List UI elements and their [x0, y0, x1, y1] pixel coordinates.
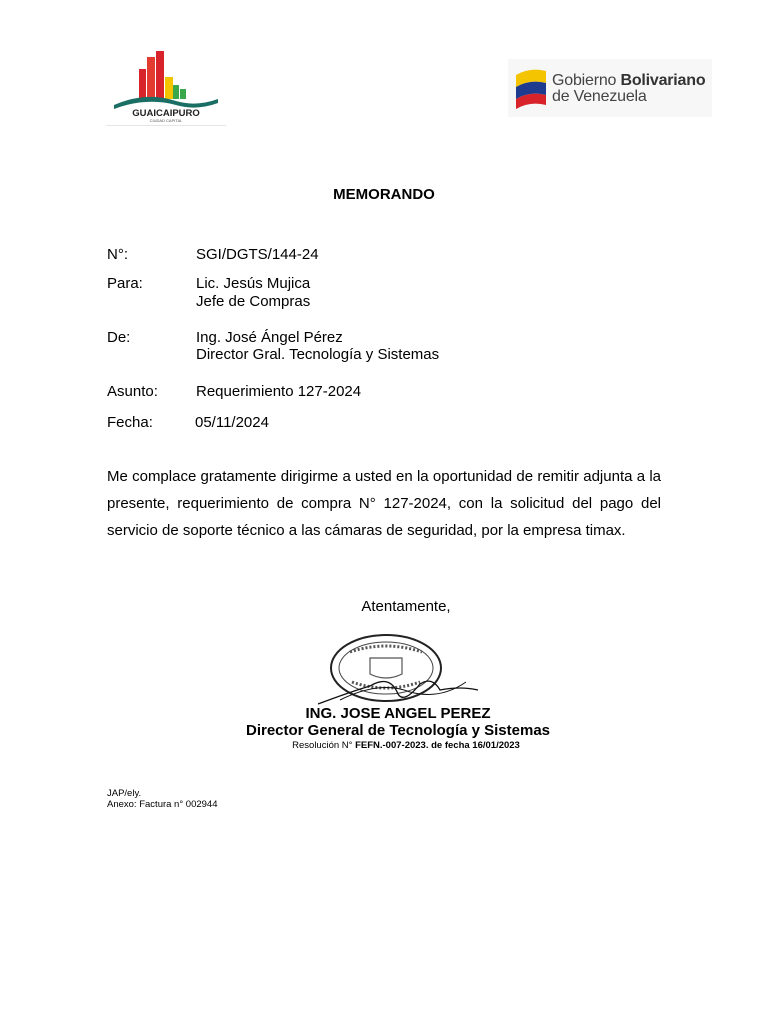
guaicaipuro-logo-text: GUAICAIPURO: [132, 108, 200, 119]
attachment: Anexo: Factura n° 002944: [107, 799, 218, 810]
gobierno-line2: de Venezuela: [552, 88, 647, 105]
date-label: Fecha:: [107, 414, 153, 431]
memo-body: Me complace gratamente dirigirme a usted en la oportunidad de remitir adjunta a la presente, requerimiento de compra N° 127-2024, con la solicitud del pago del servicio de soporte técnico a las cámaras de seguridad, por la empresa timax.: [107, 468, 661, 539]
resolution: Resolución N° FEFN.-007-2023. de fecha 16/01/2023: [292, 740, 520, 751]
number-label: N°:: [107, 246, 128, 263]
signer-name: ING. JOSE ANGEL PEREZ: [305, 705, 491, 722]
from-name: Ing. José Ángel Pérez: [196, 329, 343, 346]
from-label: De:: [107, 329, 131, 346]
initials: JAP/ely.: [107, 788, 142, 799]
to-role: Jefe de Compras: [196, 293, 311, 310]
number-value: SGI/DGTS/144-24: [196, 246, 319, 263]
date-value: 05/11/2024: [195, 414, 269, 431]
guaicaipuro-logo: [106, 47, 226, 126]
to-label: Para:: [107, 275, 143, 292]
official-stamp-signature: [300, 630, 490, 710]
venezuela-flag-icon: [512, 59, 552, 117]
gobierno-line1: Gobierno Bolivariano: [552, 72, 706, 89]
from-role: Director Gral. Tecnología y Sistemas: [196, 346, 440, 363]
subject-label: Asunto:: [107, 383, 158, 400]
guaicaipuro-logo-subtitle: CIUDAD CAPITAL: [149, 118, 183, 123]
closing: Atentamente,: [361, 598, 451, 615]
signer-title: Director General de Tecnología y Sistemas: [246, 722, 550, 739]
memo-title: MEMORANDO: [333, 186, 435, 203]
gobierno-bolivariano-logo: [508, 59, 712, 117]
subject-value: Requerimiento 127-2024: [196, 383, 362, 400]
to-name: Lic. Jesús Mujica: [196, 275, 311, 292]
